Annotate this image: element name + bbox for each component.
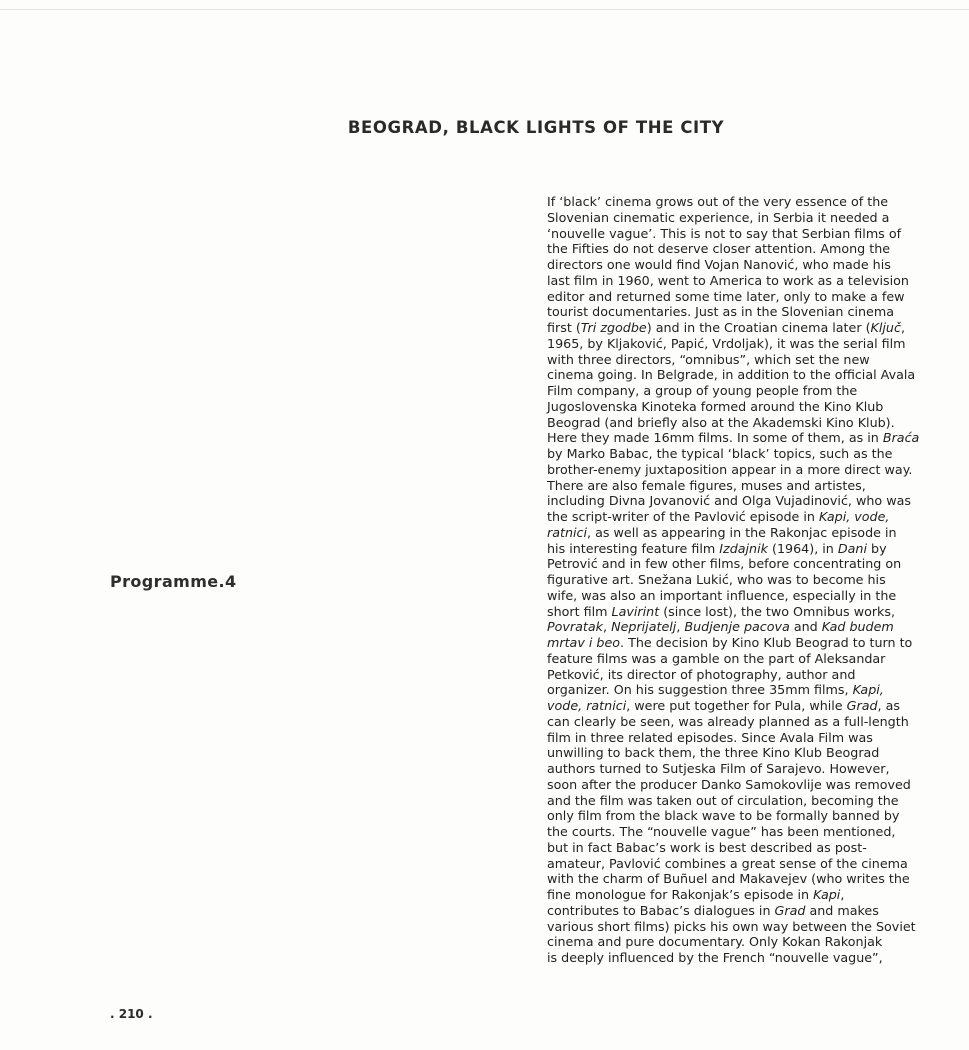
body-text-run: , were put together for Pula, while [626,698,847,713]
body-text-run: by Marko Babac, the typical ‘black’ topics, such as the [547,446,893,461]
body-text-run: can clearly be seen, was already planned as a full-length [547,713,909,729]
body-text-run: ) and in the Croatian cinema later ( [646,320,871,335]
body-line [547,682,897,698]
italic-title-text: Lavirint [611,603,660,619]
body-text-run: , [900,320,905,335]
italic-title-text: mrtav i beo [547,635,621,650]
body-line [547,478,897,494]
body-line [547,824,897,840]
italic-title-text: Grad [846,698,878,713]
body-line [547,761,897,777]
italic-title-text: Ključ [870,320,901,335]
body-text-run: Here they made 16mm films. In some of them, as in [547,430,883,446]
body-line [547,493,911,509]
body-text-run: organizer. On his suggestion three 35mm films, [547,682,853,698]
body-text-run: . The decision by Kino Klub Beograd to turn to [620,635,913,650]
body-text-run: (since lost), the two Omnibus works, [659,603,896,619]
body-text-run: amateur, Pavlović combines a great sense of the cinema [547,855,908,871]
page-number: . 210 . [110,1007,153,1021]
body-line [547,619,897,635]
body-line [547,541,897,557]
body-text-run: and [789,619,822,635]
body-text-run: ‘nouvelle vague’. This is not to say that Serbian films of [547,225,902,241]
body-text-run: Petković, its director of photography, author and [547,666,856,682]
body-text-run: fine monologue for Rakonjak’s episode in [547,887,814,902]
body-text-run: including Divna Jovanović and Olga Vujadinović, who was [547,493,911,509]
body-text-run: the courts. The “nouvelle vague” has been mentioned, [547,824,896,839]
body-line [547,588,897,604]
body-text-run: , [603,619,612,635]
body-text-run: cinema going. In Belgrade, in addition to the official Avala [547,367,916,383]
body-line [547,352,897,368]
body-text-run: Jugoslovenska Kinoteka formed around the Kino Klub [547,398,884,414]
body-text-run: various short films) picks his own way between the Soviet [547,918,916,934]
body-text-run: editor and returned some time later, only to make a few [547,288,905,304]
programme-label: Programme.4 [110,572,237,591]
body-line [547,840,897,856]
body-line [547,855,908,872]
italic-title-text: Braća [882,430,920,446]
body-text-run: Petrović and in few other films, before concentrating on [547,556,902,572]
body-text-run: directors one would find Vojan Nanović, who made his [547,257,891,272]
body-text-run: soon after the producer Danko Samokovlije was removed [547,776,911,792]
body-text-run: Slovenian cinematic experience, in Serbia it needed a [547,209,890,225]
body-line [547,257,897,273]
body-text-run: wife, was also an important influence, especially in the [547,587,897,603]
body-line [547,730,897,746]
body-text-run: the script-writer of the Pavlović episode in [547,509,819,524]
body-line [547,415,897,431]
italic-title-text: vode, ratnici [547,698,627,713]
body-text-run: contributes to Babac’s dialogues in [547,902,775,918]
italic-title-text: Kapi [813,887,841,902]
italic-title-text: Dani [837,540,867,556]
body-line [547,194,897,210]
body-text-run: and the film was taken out of circulation, becoming the [547,792,899,808]
body-line [547,572,897,588]
body-line [547,272,909,289]
italic-title-text: Kapi, vode, [819,509,890,524]
body-line [547,604,897,620]
body-line [547,871,910,887]
body-line [547,304,897,320]
italic-title-text: Kapi, [852,682,884,698]
body-text-run: 1965, by Kljaković, Papić, Vrdoljak), it was the serial film [547,335,906,351]
body-line [547,903,897,919]
body-text-run: tourist documentaries. Just as in the Slovenian cinema [547,304,894,320]
body-text-run: by [866,540,887,556]
body-text-run: last film in 1960, went to America to work as a television [547,272,909,288]
body-line [547,793,897,809]
body-line [547,210,897,226]
body-text-run: only film from the black wave to be formally banned by [547,808,900,824]
body-text-run: film in three related episodes. Since Avala Film was [547,729,873,745]
body-line [547,241,897,257]
body-line [547,713,909,730]
chapter-title: BEOGRAD, BLACK LIGHTS OF THE CITY [347,118,725,137]
body-text-run: but in fact Babac’s work is best described as post- [547,839,867,855]
body-text-run: Beograd (and briefly also at the Akademski Kino Klub). [547,414,895,430]
body-line [547,461,913,478]
body-text-run: , [676,619,685,635]
body-text-run: with the charm of Buñuel and Makavejev (who writes the [547,871,910,887]
body-text-run: , as well as appearing in the Rakonjac episode in [587,524,897,540]
body-line [547,446,897,462]
body-line [547,225,902,242]
body-line [547,745,897,761]
body-line [547,430,920,446]
body-text-run: his interesting feature film [547,540,720,556]
italic-title-text: Povratak [547,619,604,635]
body-line [547,918,916,935]
body-text-run: is deeply influenced by the French “nouvelle vague”, [547,950,883,965]
body-line [547,525,897,541]
italic-title-text: Izdajnik [719,540,768,556]
body-text-run: (1964), in [767,540,838,556]
body-line [547,950,897,966]
body-line [547,556,902,572]
body-text-run: and makes [805,902,879,918]
body-line [547,399,897,415]
italic-title-text: Grad [774,902,806,918]
body-text-run: unwilling to back them, the three Kino Klub Beograd [547,745,880,761]
body-text-run: If ‘black’ cinema grows out of the very essence of the [547,194,889,209]
body-line [547,288,905,305]
body-line [547,509,897,525]
body-line [547,667,897,683]
body-line [547,776,911,793]
body-text-run: with three directors, “omnibus”, which set the new [547,351,870,367]
body-text-run: There are also female figures, muses and artistes, [547,477,866,493]
body-line [547,808,900,824]
body-text-run: Film company, a group of young people from the [547,383,858,398]
italic-title-text: Kad budem [821,619,894,635]
body-line [547,367,916,383]
body-line [547,635,913,651]
italic-title-text: Budjenje pacova [684,619,790,635]
body-line [547,320,905,336]
italic-title-text: Neprijatelj [611,619,677,635]
body-line [547,698,900,714]
body-line [547,651,897,667]
body-line [547,335,906,352]
body-text-run: , as [877,698,900,713]
body-line [547,383,897,399]
body-text [547,194,920,966]
body-text-run: authors turned to Sutjeska Film of Sarajevo. However, [547,761,890,776]
body-text-run: figurative art. Snežana Lukić, who was to become his [547,572,886,587]
body-line [547,887,897,903]
body-text-run: the Fifties do not deserve closer attention. Among the [547,241,891,257]
body-text-run: feature films was a gamble on the part of Aleksandar [547,650,886,666]
body-text-run: brother-enemy juxtaposition appear in a more direct way. [547,461,913,477]
body-text-run: , [840,887,845,902]
body-text-run: cinema and pure documentary. Only Kokan Rakonjak [547,934,883,950]
body-text-run: short film [547,603,612,619]
page-edge-line [0,9,969,10]
italic-title-text: ratnici [547,524,588,540]
body-line [547,934,897,950]
body-text-run: first ( [547,320,581,335]
italic-title-text: Tri zgodbe [580,320,647,335]
